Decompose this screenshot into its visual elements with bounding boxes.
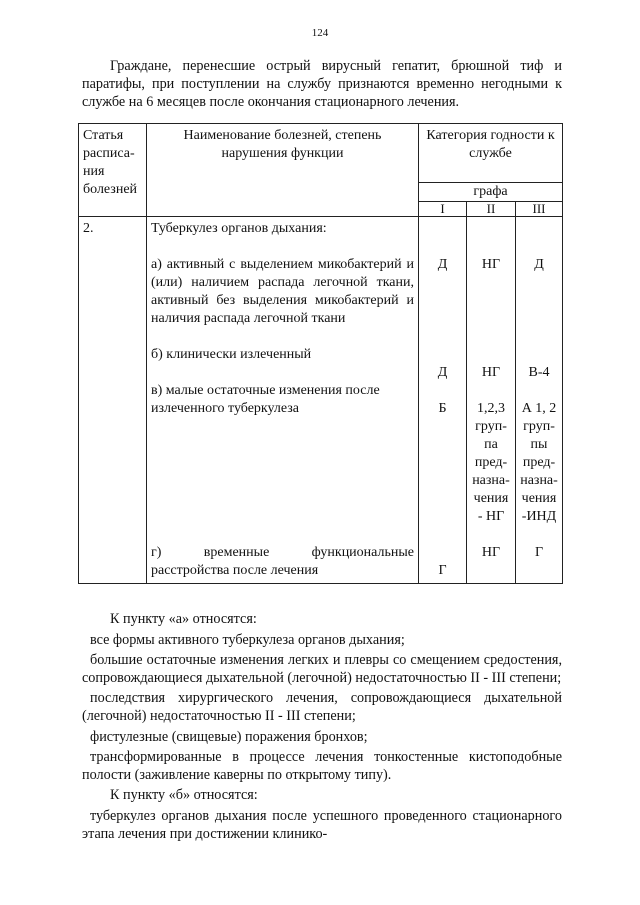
body-paragraph: К пункту «а» относятся:	[110, 611, 257, 627]
body-paragraph: большие остаточные изменения легких и плевры со смещением средостения, сопровождающиеся дыхательной (легочной) недостаточностью II - III степени;	[82, 652, 562, 686]
item-b-g2: НГ	[481, 365, 501, 380]
header-category	[419, 124, 563, 183]
body-paragraph: фистулезные (свищевые) поражения бронхов;	[90, 728, 368, 745]
disease-cell	[147, 217, 419, 584]
item-c-text: в) малые остаточные изменения после излеченного туберкулеза	[151, 383, 380, 416]
intro-paragraph: Граждане, перенесшие острый вирусный гепатит, брюшной тиф и паратифы, при поступлении на службу признаются временно негодными к службе на 6 месяцев после окончания стационарного лечения.	[82, 58, 562, 110]
header-article	[79, 124, 147, 217]
item-b-text: б) клинически излеченный	[151, 347, 312, 362]
graph-3-cell	[516, 217, 563, 584]
graph-1-cell	[419, 217, 467, 584]
header-col-3: III	[516, 202, 563, 217]
body-paragraph: К пункту «б» относятся:	[110, 787, 258, 804]
item-a-text: а) активный с выделением микобактерий и (или) наличием распада легочной ткани, активный без выделения микобактерий и наличия распада легочной ткани	[151, 257, 414, 326]
item-d-g3: Г	[534, 545, 544, 560]
body-paragraph: туберкулез органов дыхания после успешного проведенного стационарного этапа лечения при достижении клинико-	[82, 807, 562, 842]
header-article-text: Статья расписа-ния болезней	[83, 128, 138, 197]
item-d-g2: НГ	[481, 545, 501, 560]
header-col-2: II	[467, 202, 516, 217]
disease-schedule-table	[78, 123, 563, 584]
header-col-1: I	[419, 202, 467, 217]
body-paragraph: последствия хирургического лечения, сопровождающиеся дыхательной (легочной) недостаточностью II - III степени;	[82, 690, 562, 724]
page-number: 124	[311, 27, 329, 39]
item-d-text: г) временные функциональные расстройства после лечения	[151, 545, 414, 578]
item-b-g3: В-4	[528, 365, 550, 380]
item-a-g2: НГ	[481, 257, 501, 272]
item-c-g2: 1,2,3 груп-па пред-назна-чения - НГ	[472, 401, 510, 524]
item-c-g1: Б	[438, 401, 447, 416]
header-disease	[147, 124, 419, 217]
article-number-text: 2.	[83, 221, 94, 236]
header-category-text: Категория годности к службе	[426, 128, 555, 161]
header-disease-text: Наименование болезней, степень нарушения функции	[183, 128, 382, 161]
disease-title: Туберкулез органов дыхания:	[151, 221, 327, 236]
article-number	[79, 217, 147, 584]
item-d-g1: Г	[438, 563, 447, 578]
item-b-g1: Д	[437, 365, 448, 380]
item-a-g3: Д	[534, 257, 544, 272]
body-paragraph: все формы активного туберкулеза органов дыхания;	[90, 631, 405, 648]
item-a-g1: Д	[437, 257, 448, 272]
graph-2-cell	[467, 217, 516, 584]
item-c-g3: А 1, 2 груп-пы пред-назна-чения -ИНД	[520, 401, 558, 524]
body-paragraph: трансформированные в процессе лечения тонкостенные кистоподобные полости (заживление каверны по открытому типу).	[82, 749, 562, 783]
body-text	[82, 611, 562, 846]
header-graph: графа	[419, 183, 563, 202]
